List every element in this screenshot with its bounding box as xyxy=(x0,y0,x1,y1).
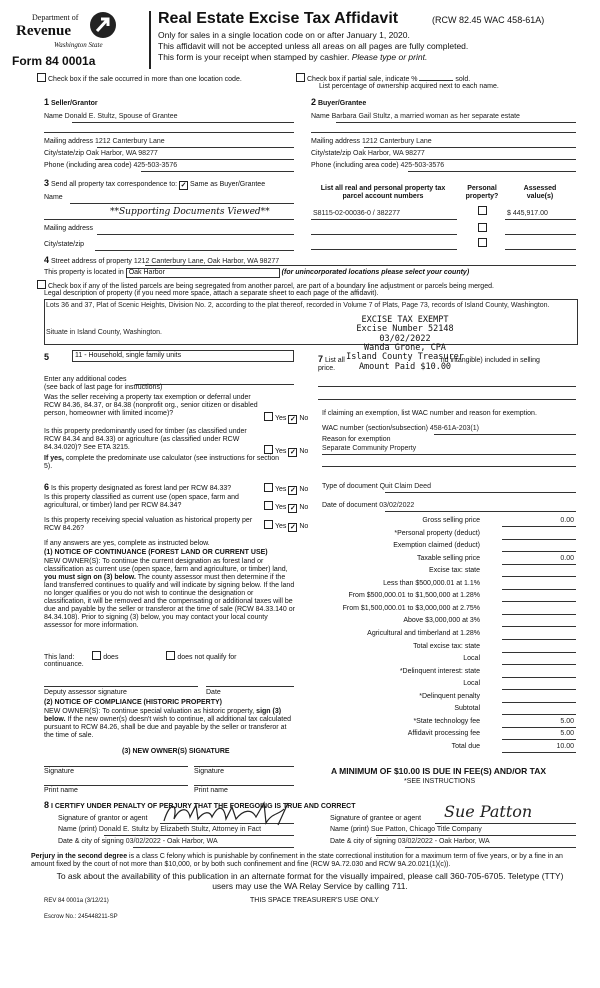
this-land-row: This land: does does not qualify for xyxy=(44,651,237,662)
tax-row-label: Gross selling price xyxy=(422,517,480,524)
grantee-print-name[interactable]: Sue Patton, Chicago Title Company xyxy=(370,826,482,833)
grantee-phone[interactable]: 425-503-3576 xyxy=(400,162,445,169)
grantor-sig-label: Signature of grantor or agent xyxy=(58,815,148,822)
parcel-number[interactable]: S8115-02-00036-0 / 382277 xyxy=(313,210,401,217)
assessed-value[interactable]: $ 445,917.00 xyxy=(507,210,548,217)
grantor-signature[interactable] xyxy=(160,797,300,829)
grantee-mail[interactable]: 1212 Canterbury Lane xyxy=(361,138,432,145)
corr-mail-label: Mailing address xyxy=(44,225,94,232)
escrow-number: Escrow No.: 245448211-SP xyxy=(44,914,118,920)
compliance-title: (2) NOTICE OF COMPLIANCE (HISTORIC PROPERTY) xyxy=(44,699,222,706)
tax-row-label: Excise tax: state xyxy=(429,567,480,575)
sec5-q1: Was the seller receiving a property tax exemption or deferral under RCW 84.36, 84.37, or 84.38 (nonprofit org., senior citizen or disabled person, homeowner with limited income)? xyxy=(44,394,258,418)
tax-row-value[interactable]: 5.00 xyxy=(560,717,574,725)
compliance-text: NEW OWNER(S): To continue special valuation as historic property, sign (3) below. If the new owner(s) doesn't wish to continue, all additional tax calculated pursuant to RCW 84.26, shall be due and payable by the seller or transferor at the time of sale. xyxy=(44,708,292,740)
logo-dept: Department of xyxy=(32,13,79,22)
owner-print-label-2: Print name xyxy=(194,787,228,794)
forest-no-checkbox[interactable] xyxy=(288,486,297,495)
grantor-mail-row: Mailing address 1212 Canterbury Lane xyxy=(44,138,165,145)
tax-row-label: Local xyxy=(463,655,480,663)
sec5-q2-note: If yes, complete the predominate use calculator (see instructions for section 5). xyxy=(44,455,280,471)
tax-row-value[interactable]: 0.00 xyxy=(560,554,574,562)
personal-property-checkbox-3[interactable] xyxy=(478,238,487,247)
q1-yes-checkbox[interactable] xyxy=(264,412,273,421)
grantor-phone-row: Phone (including area code) 425-503-3576 xyxy=(44,162,178,169)
sec6-q3-answer: Yes ✓ No xyxy=(264,520,308,532)
situate-text: Situate in Island County, Washington. xyxy=(46,329,162,336)
partial-percent-field[interactable] xyxy=(419,80,453,81)
owner-print-label-1: Print name xyxy=(44,787,78,794)
tax-row-label: Total due xyxy=(451,742,480,750)
continuance-text: NEW OWNER(S): To continue the current designation as forest land or classification as current use (open space, farm and agriculture, or timber) land, you must sign on (3) below. The county assessor must then determine if the land transferred continues to qualify and will indicate by signing below. If the land no longer qualifies or you do not wish to continue the designation or classification, it will be removed and the compensating or additional taxes will be due and payable by the seller or transferor at the time of sale (RCW 84.33.140 or 84.34.108). Prior to signing (3) below, you may contact your local county assessor for more information. xyxy=(44,558,295,630)
sec6-q1: 6 Is this property designated as forest land per RCW 84.33? xyxy=(44,482,232,492)
tax-row-label: Local xyxy=(463,680,480,688)
tax-row-label: From $1,500,000.01 to $3,000,000 at 2.75% xyxy=(342,604,480,612)
forest-yes-checkbox[interactable] xyxy=(264,483,273,492)
personal-property-checkbox-1[interactable] xyxy=(478,206,487,215)
grantee-name-row: Name Barbara Gail Stultz, a married woman as her separate estate xyxy=(311,113,520,120)
grantor-mail[interactable]: 1212 Canterbury Lane xyxy=(94,138,165,145)
deputy-date-label: Date xyxy=(206,689,221,696)
excise-stamp: EXCISE TAX EXEMPT Excise Number 52148 03/02/2022 Wanda Grone, CPA Island County Treasurer Amount Paid $10.00 xyxy=(346,315,464,372)
sec7-row: 7 List all nd intangible) included in selling xyxy=(318,354,540,364)
tax-row-label: *Personal property (deduct) xyxy=(394,529,480,537)
header-line-1: Only for sales in a single location code on or after January 1, 2020. xyxy=(158,30,410,40)
historic-yes-checkbox[interactable] xyxy=(264,520,273,529)
personal-property-checkbox-2[interactable] xyxy=(478,223,487,232)
grantor-name[interactable]: Donald E. Stultz, Spouse of Grantee xyxy=(64,113,178,120)
accessibility-notice: To ask about the availability of this publication in an alternate format for the visually impaired, please call 360-705-6705. Teletype (TTY) users may use the WA Relay Service by calling 711. xyxy=(56,871,564,891)
grantee-name[interactable]: Barbara Gail Stultz, a married woman as her separate estate xyxy=(331,113,520,120)
tax-row-label: Affidavit processing fee xyxy=(407,730,480,738)
unincorporated-note: (for unincorporated locations please select your county) xyxy=(281,269,470,276)
tax-row-label: From $500,000.01 to $1,500,000 at 1.28% xyxy=(348,592,480,600)
exemption-claim-label: If claiming an exemption, list WAC number and reason for exemption. xyxy=(322,410,537,417)
street-row: 4 Street address of property 1212 Canterbury Lane, Oak Harbor, WA 98277 xyxy=(44,255,280,265)
logo-agency: Revenue xyxy=(16,23,71,39)
grantor-print-name[interactable]: Donald E. Stultz by Elizabeth Stultz, Attorney in Fact xyxy=(98,826,262,833)
tax-row-value[interactable]: 0.00 xyxy=(560,517,574,524)
sec6-q1-answer: Yes ✓ No xyxy=(264,483,308,495)
parcel-col-header: List all real and personal property tax parcel account numbers xyxy=(320,185,446,201)
header-line-3: This form is your receipt when stamped by cashier. Please type or print. xyxy=(158,52,428,62)
see-instructions: *SEE INSTRUCTIONS xyxy=(404,778,476,785)
reason-label: Reason for exemption xyxy=(322,436,391,443)
doc-date[interactable]: 03/02/2022 xyxy=(379,502,415,509)
grantee-print-row: Name (print) Sue Patton, Chicago Title Company xyxy=(330,826,482,833)
exemption-reason[interactable]: Separate Community Property xyxy=(322,445,417,452)
sec6-q3: Is this property receiving special valuation as historical property per RCW 84.26? xyxy=(44,517,253,533)
land-use-code-select[interactable]: 11 - Household, single family units xyxy=(72,350,294,362)
certify-row: 8 I CERTIFY UNDER PENALTY OF PERJURY THAT THE FOREGOING IS TRUE AND CORRECT xyxy=(44,800,356,810)
legal-description-box[interactable] xyxy=(44,299,578,345)
corr-city-label: City/state/zip xyxy=(44,241,85,248)
sec7-price: price. xyxy=(318,365,336,372)
q2-yes-checkbox[interactable] xyxy=(264,445,273,454)
header-line-2: This affidavit will not be accepted unless all areas on all pages are fully completed. xyxy=(158,41,469,51)
grantee-phone-row: Phone (including area code) 425-503-3576 xyxy=(311,162,445,169)
legal-label: Legal description of property (if you need more space, attach a separate sheet to each page of the affidavit). xyxy=(44,290,379,297)
grantor-print-row: Name (print) Donald E. Stultz by Elizabeth Stultz, Attorney in Fact xyxy=(58,826,262,833)
grantor-date-city[interactable]: 03/02/2022 - Oak Harbor, WA xyxy=(125,838,218,845)
grantor-date-row: Date & city of signing 03/02/2022 - Oak Harbor, WA xyxy=(58,838,218,845)
assessed-col-header: Assessed value(s) xyxy=(523,185,557,201)
sec5-number: 5 xyxy=(44,352,50,362)
doc-type-row: Type of document Quit Claim Deed xyxy=(322,483,431,490)
partial-sale-checkbox[interactable] xyxy=(296,73,305,82)
additional-codes-label: Enter any additional codes xyxy=(44,376,127,383)
property-street[interactable]: 1212 Canterbury Lane, Oak Harbor, WA 98277 xyxy=(133,258,280,265)
grantor-name-row: Name Donald E. Stultz, Spouse of Grantee xyxy=(44,113,178,120)
sec5-q2: Is this property predominantly used for timber (as classified under RCW 84.34 and 84.33) or agriculture (as classified under RCW 84.34.020)? See ETA 3215. xyxy=(44,428,247,452)
segregated-checkbox[interactable] xyxy=(37,280,46,289)
dor-logo-icon xyxy=(88,10,118,40)
tax-row-label: *State technology fee xyxy=(413,717,480,725)
current-use-no-checkbox[interactable] xyxy=(288,504,297,513)
tax-row-label: *Delinquent interest: state xyxy=(399,667,480,675)
tax-row-label: Total excise tax: state xyxy=(413,642,480,650)
ownership-note: List percentage of ownership acquired next to each name. xyxy=(319,83,499,90)
form-number: Form 84 0001a xyxy=(12,54,96,68)
wac-row: WAC number (section/subsection) 458-61A-203(1) xyxy=(322,425,479,432)
personal-col-header: Personal property? xyxy=(465,185,499,201)
grantee-city[interactable]: Oak Harbor, WA 98277 xyxy=(353,150,425,157)
rev-number: REV 84 0001a (3/12/21) xyxy=(44,898,109,904)
multi-location-checkbox[interactable] xyxy=(37,73,46,82)
tax-row-label: Subtotal xyxy=(454,705,480,713)
additional-codes-note: (see back of last page for instructions) xyxy=(44,384,163,391)
tax-row-label: Taxable selling price xyxy=(416,554,480,562)
doc-type[interactable]: Quit Claim Deed xyxy=(379,483,431,490)
sec3-row: 3 Send all property tax correspondence to: ✓ Same as Buyer/Grantee xyxy=(44,178,265,190)
multi-location-row: Check box if the sale occurred in more than one location code. xyxy=(37,73,242,84)
header-line-3-em: Please type or print. xyxy=(351,52,428,62)
grantee-sig-label: Signature of grantee or agent xyxy=(330,815,422,822)
sec2-title: 2 Buyer/Grantee xyxy=(311,97,367,107)
header-divider xyxy=(149,11,151,69)
form-title: Real Estate Excise Tax Affidavit xyxy=(158,10,399,27)
tax-row-label: Agricultural and timberland at 1.28% xyxy=(367,629,480,637)
grantee-city-row: City/state/zip Oak Harbor, WA 98277 xyxy=(311,150,425,157)
corr-name-label: Name xyxy=(44,194,63,201)
supporting-docs-note: **Supporting Documents Viewed** xyxy=(110,207,270,217)
tax-row-label: Less than $500,000.01 at 1.1% xyxy=(383,579,480,587)
location-select[interactable]: Oak Harbor xyxy=(126,268,280,278)
form-rcw: (RCW 82.45 WAC 458-61A) xyxy=(432,15,545,25)
sec6-q2-answer: Yes ✓ No xyxy=(264,501,308,513)
q2-no-checkbox[interactable] xyxy=(288,448,297,457)
continuance-word: continuance. xyxy=(44,661,84,668)
tax-row-value[interactable]: 10.00 xyxy=(556,742,574,750)
perjury-notice: Perjury in the second degree is a class C felony which is punishable by confinement in the state correctional institution for a maximum term of five years, or by a fine in an amount fixed by the court of not more than $10,000, or by both such confinement and fine (RCW 9A.72.030 and RCW 9A.20.021(1)(c)). xyxy=(31,853,563,869)
legal-description: Lots 36 and 37, Plat of Scenic Heights, Division No. 2, according to the plat thereof, recorded in Volume 7 of Plats, Page 73, records of Island County, Washington. xyxy=(46,302,550,309)
grantee-signature[interactable]: Sue Patton xyxy=(444,802,533,821)
does-not-qualify-checkbox[interactable] xyxy=(166,651,175,660)
minimum-due-note: A MINIMUM OF $10.00 IS DUE IN FEE(S) AND/OR TAX xyxy=(331,766,547,776)
grantee-date-row: Date & city of signing 03/02/2022 - Oak Harbor, WA xyxy=(330,838,490,845)
historic-no-checkbox[interactable] xyxy=(288,523,297,532)
doc-date-row: Date of document 03/02/2022 xyxy=(322,502,415,509)
same-as-buyer-checkbox[interactable] xyxy=(179,181,188,190)
sec6-q2: Is this property classified as current use (open space, farm and agricultural, or timber) land per RCW 84.34? xyxy=(44,494,239,510)
tax-row-value[interactable]: 5.00 xyxy=(560,730,574,738)
owner-signature-label-1: Signature xyxy=(44,768,74,775)
continuance-title: (1) NOTICE OF CONTINUANCE (FOREST LAND OR CURRENT USE) xyxy=(44,549,268,556)
sec6-if-yes: If any answers are yes, complete as instructed below. xyxy=(44,540,210,547)
sec5-q1-answer: Yes ✓ No xyxy=(264,412,308,424)
tax-row-label: Above $3,000,000 at 3% xyxy=(403,617,480,625)
sec1-title: 1 Seller/Grantor xyxy=(44,97,98,107)
treasurer-space: THIS SPACE TREASURER'S USE ONLY xyxy=(250,897,379,904)
grantor-phone[interactable]: 425-503-3576 xyxy=(133,162,178,169)
sec5-q2-answer: Yes ✓ No xyxy=(264,445,308,457)
wac-number[interactable]: 458-61A-203(1) xyxy=(429,425,479,432)
does-qualify-checkbox[interactable] xyxy=(92,651,101,660)
q1-no-checkbox[interactable] xyxy=(288,415,297,424)
grantee-date-city[interactable]: 03/02/2022 - Oak Harbor, WA xyxy=(397,838,490,845)
tax-row-label: Exemption claimed (deduct) xyxy=(393,542,480,550)
located-row: This property is located in Oak Harbor (for unincorporated locations please select your county) xyxy=(44,268,469,278)
partial-sale-row: Check box if partial sale, indicate % sold. xyxy=(296,73,470,84)
grantee-mail-row: Mailing address 1212 Canterbury Lane xyxy=(311,138,432,145)
deputy-signature-label: Deputy assessor signature xyxy=(44,689,127,696)
tax-row-label: *Delinquent penalty xyxy=(419,692,480,700)
grantor-city[interactable]: Oak Harbor, WA 98277 xyxy=(86,150,158,157)
grantor-city-row: City/state/zip Oak Harbor, WA 98277 xyxy=(44,150,158,157)
owner-signature-label-2: Signature xyxy=(194,768,224,775)
logo-state: Washington State xyxy=(54,41,103,49)
new-owner-title: (3) NEW OWNER(S) SIGNATURE xyxy=(122,748,230,755)
segregated-row: Check box if any of the listed parcels are being segregated from another parcel, are part of a boundary line adjustment or parcels being merged. xyxy=(37,280,494,291)
current-use-yes-checkbox[interactable] xyxy=(264,501,273,510)
